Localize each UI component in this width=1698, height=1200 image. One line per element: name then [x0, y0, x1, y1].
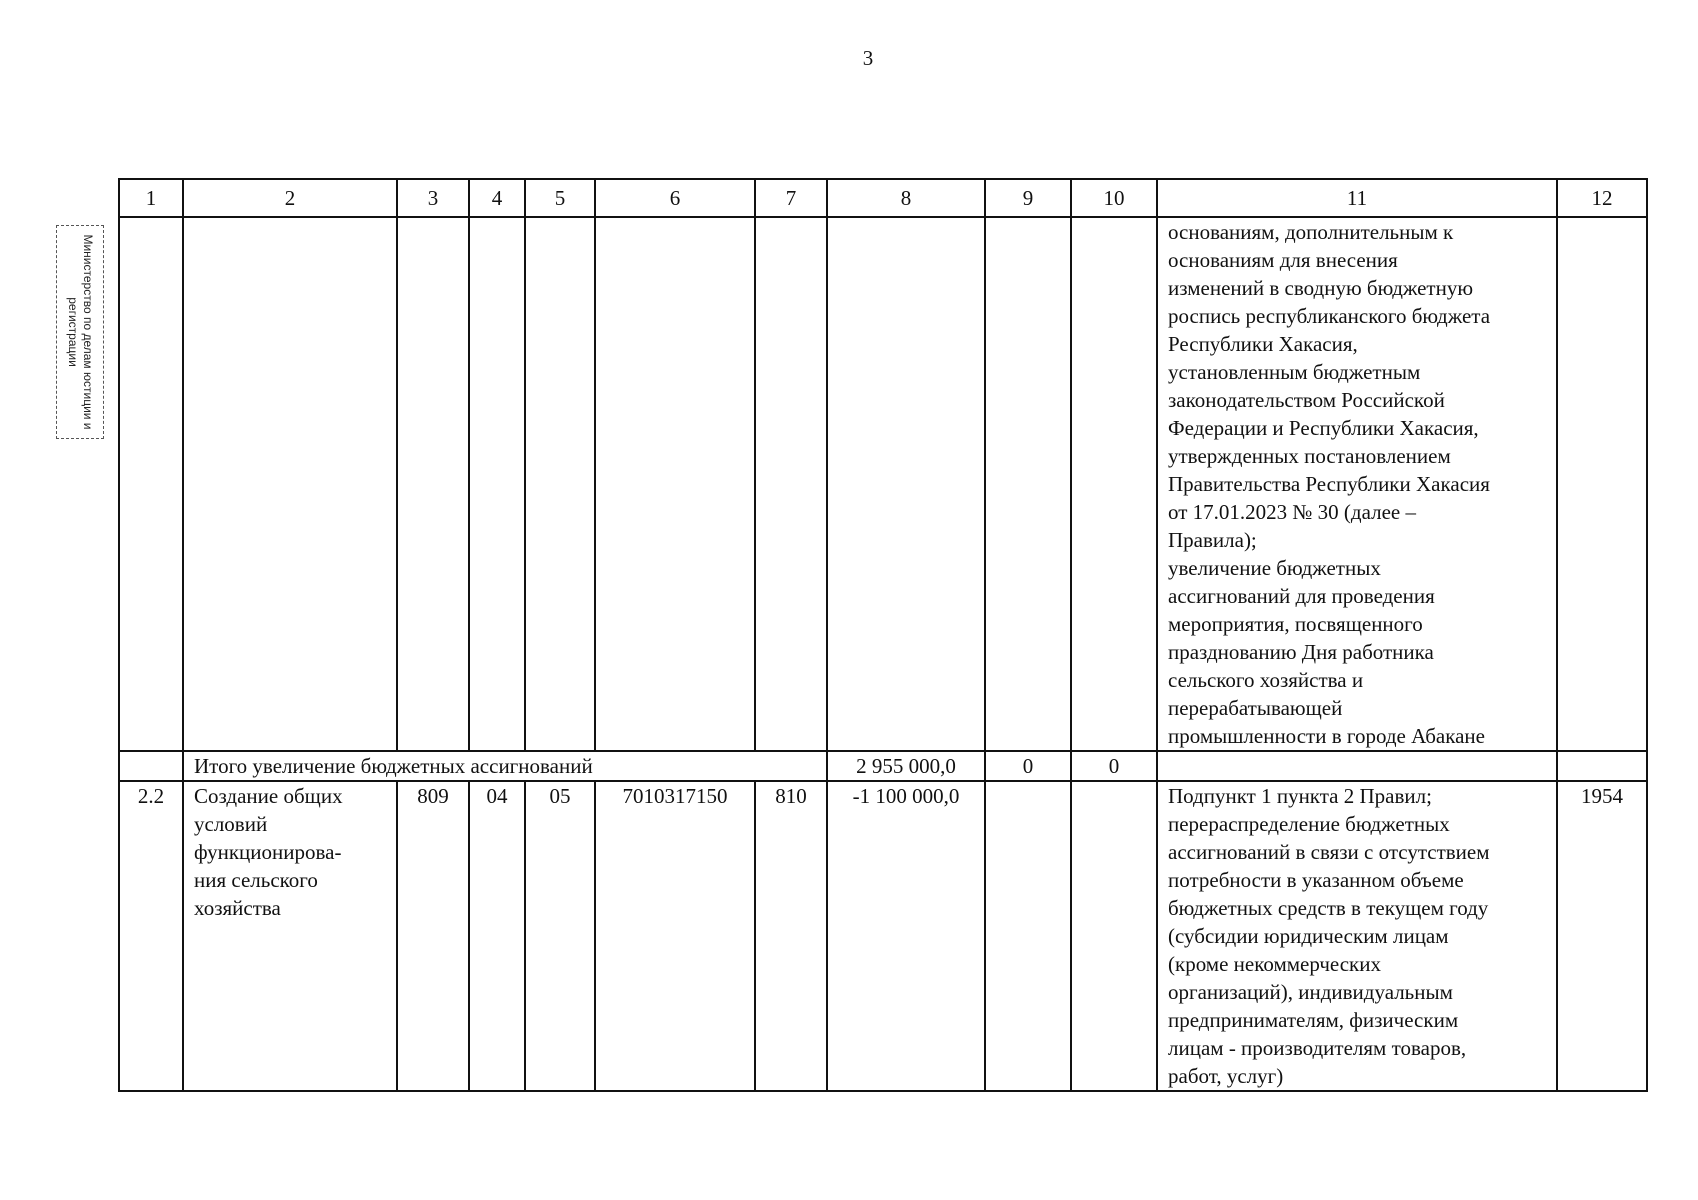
- header-row: [119, 179, 1647, 217]
- text-line: потребности в указанном объеме: [1168, 868, 1464, 892]
- text-line: установленным бюджетным: [1168, 360, 1421, 384]
- header-cell-9: 9: [985, 179, 1071, 217]
- text-line: Правила);: [1168, 528, 1257, 552]
- amount-col8: -1 100 000,0: [827, 781, 985, 1091]
- header-cell-1: 1: [119, 179, 183, 217]
- text-line: законодательством Российской: [1168, 388, 1445, 412]
- cell-empty: [595, 217, 755, 751]
- cell-empty: [1557, 751, 1647, 781]
- header-cell-7: 7: [755, 179, 827, 217]
- total-col8: 2 955 000,0: [827, 751, 985, 781]
- cell-empty: [469, 217, 525, 751]
- text-line: хозяйства: [194, 896, 281, 920]
- text-line: ния сельского: [194, 868, 318, 892]
- cell-empty: [525, 217, 595, 751]
- justification-cell: [1157, 217, 1557, 751]
- code-col12: 1954: [1557, 781, 1647, 1091]
- text-line: функционирова-: [194, 840, 342, 864]
- text-line: Правительства Республики Хакасия: [1168, 472, 1490, 496]
- text-line: увеличение бюджетных: [1168, 556, 1381, 580]
- text-line: сельского хозяйства и: [1168, 668, 1364, 692]
- code-col3: 809: [397, 781, 469, 1091]
- justification-cell: [1157, 781, 1557, 1091]
- header-cell-6: 6: [595, 179, 755, 217]
- total-row: [119, 751, 1647, 781]
- text-line: промышленности в городе Абакане: [1168, 724, 1485, 748]
- header-cell-11: 11: [1157, 179, 1557, 217]
- text-line: мероприятия, посвященного: [1168, 612, 1423, 636]
- header-cell-2: 2: [183, 179, 397, 217]
- text-line: (субсидии юридическим лицам: [1168, 924, 1449, 948]
- code-col4: 04: [469, 781, 525, 1091]
- stamp-text: Министерство по делам юстиции и регистрации: [66, 234, 95, 430]
- cell-empty: [1557, 217, 1647, 751]
- header-cell-8: 8: [827, 179, 985, 217]
- header-cell-5: 5: [525, 179, 595, 217]
- code-col5: 05: [525, 781, 595, 1091]
- total-col10: 0: [1071, 751, 1157, 781]
- text-line: условий: [194, 812, 268, 836]
- text-line: основаниям, дополнительным к: [1168, 220, 1454, 244]
- header-cell-10: 10: [1071, 179, 1157, 217]
- text-line: изменений в сводную бюджетную: [1168, 276, 1474, 300]
- text-line: (кроме некоммерческих: [1168, 952, 1381, 976]
- cell-empty: [183, 217, 397, 751]
- row-number: 2.2: [119, 781, 183, 1091]
- text-line: Создание общих: [194, 784, 343, 808]
- text-line: перерабатывающей: [1168, 696, 1343, 720]
- text-line: организаций), индивидуальным: [1168, 980, 1453, 1004]
- text-line: от 17.01.2023 № 30 (далее –: [1168, 500, 1416, 524]
- text-line: бюджетных средств в текущем году: [1168, 896, 1489, 920]
- text-line: лицам - производителям товаров,: [1168, 1036, 1467, 1060]
- text-line: ассигнований в связи с отсутствием: [1168, 840, 1490, 864]
- header-cell-12: 12: [1557, 179, 1647, 217]
- cell-empty: [827, 217, 985, 751]
- cell-empty: [119, 217, 183, 751]
- text-line: Федерации и Республики Хакасия,: [1168, 416, 1479, 440]
- text-line: работ, услуг): [1168, 1064, 1284, 1088]
- total-label: Итого увеличение бюджетных ассигнований: [183, 751, 827, 781]
- cell-empty: [119, 751, 183, 781]
- header-cell-3: 3: [397, 179, 469, 217]
- amount-col10: [1071, 781, 1157, 1091]
- text-line: основаниям для внесения: [1168, 248, 1398, 272]
- text-line: утвержденных постановлением: [1168, 444, 1451, 468]
- continuation-row: [119, 217, 1647, 751]
- cell-empty: [985, 217, 1071, 751]
- item-name: [183, 781, 397, 1091]
- text-line: перераспределение бюджетных: [1168, 812, 1450, 836]
- text-line: роспись республиканского бюджета: [1168, 304, 1491, 328]
- budget-table: [118, 178, 1648, 1092]
- text-line: ассигнований для проведения: [1168, 584, 1435, 608]
- text-line: предпринимателям, физическим: [1168, 1008, 1459, 1032]
- code-col6: 7010317150: [595, 781, 755, 1091]
- cell-empty: [1071, 217, 1157, 751]
- cell-empty: [755, 217, 827, 751]
- total-col9: 0: [985, 751, 1071, 781]
- amount-col9: [985, 781, 1071, 1091]
- text-line: Республики Хакасия,: [1168, 332, 1358, 356]
- cell-empty: [1157, 751, 1557, 781]
- page-number: 3: [862, 46, 874, 70]
- header-cell-4: 4: [469, 179, 525, 217]
- text-line: празднованию Дня работника: [1168, 640, 1434, 664]
- code-col7: 810: [755, 781, 827, 1091]
- cell-empty: [397, 217, 469, 751]
- text-line: Подпункт 1 пункта 2 Правил;: [1168, 784, 1432, 808]
- registration-stamp: [56, 225, 104, 439]
- table-row-2-2: [119, 781, 1647, 1091]
